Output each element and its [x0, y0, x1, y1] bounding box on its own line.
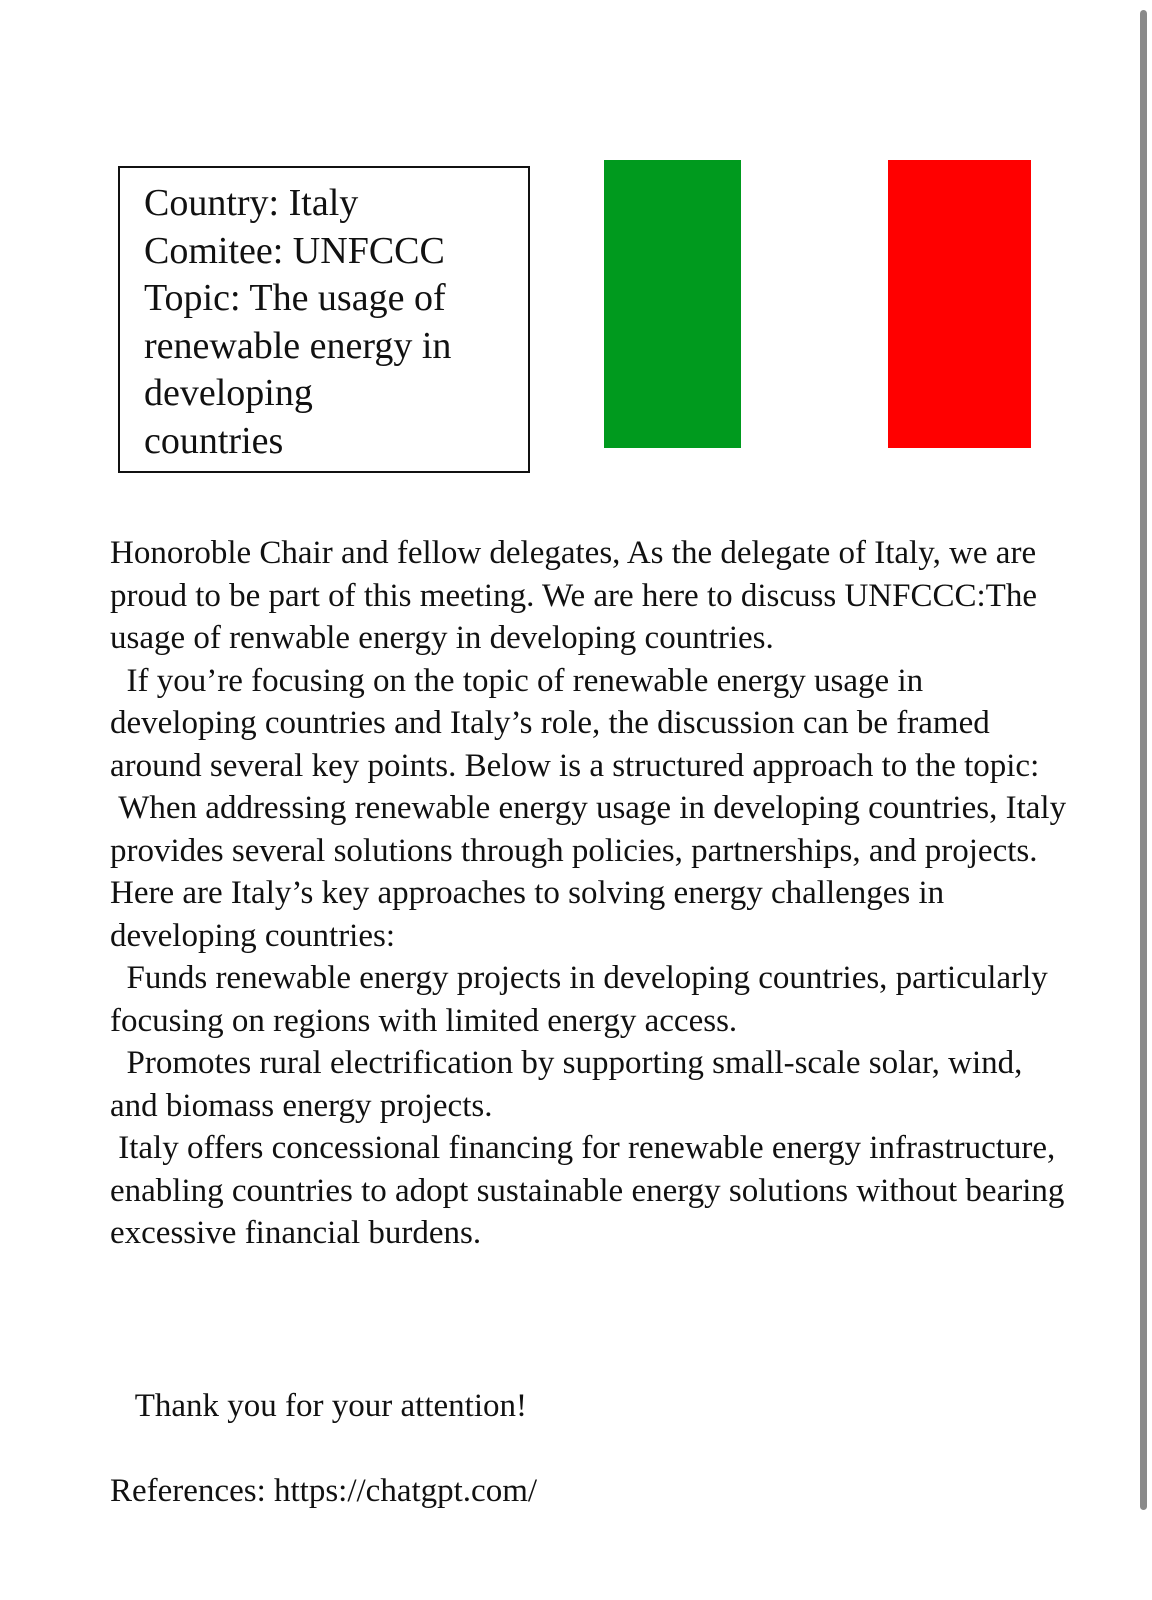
- scrollbar-thumb[interactable]: [1140, 10, 1147, 1510]
- speech-body: [110, 532, 1075, 1255]
- references-line: References: https://chatgpt.com/: [110, 1473, 538, 1509]
- closing-line: Thank you for your attention!: [110, 1388, 527, 1424]
- paragraph-funds: Funds renewable energy projects in developing countries, particularly focusing on regions with limited energy access.: [110, 960, 1057, 1039]
- info-box: [118, 166, 530, 473]
- paragraph-financing: Italy offers concessional financing for renewable energy infrastructure, enabling countries to adopt sustainable energy solutions without bearing excessive financial burdens.: [110, 1130, 1073, 1251]
- info-topic-line-3: developing: [144, 372, 313, 414]
- info-country: Country: Italy: [144, 182, 359, 224]
- info-topic-line-4: countries: [144, 419, 284, 462]
- paragraph-solutions: When addressing renewable energy usage in developing countries, Italy provides several solutions through policies, partnerships, and projects. Here are Italy’s key approaches to solving energy challenges in developing countries:: [110, 790, 1075, 954]
- paragraph-intro: Honoroble Chair and fellow delegates, As the delegate of Italy, we are proud to be part of this meeting. We are here to discuss UNFCCC:The usage of renwable energy in developing countries.: [110, 535, 1046, 656]
- paragraph-focus: If you’re focusing on the topic of renewable energy usage in developing countries and Italy’s role, the discussion can be framed around several key points. Below is a structured approach to the topic:: [110, 662, 1040, 784]
- info-topic-line-1: Topic: The usage of: [144, 277, 446, 319]
- flag-green-stripe: [604, 160, 741, 448]
- flag-red-stripe: [888, 160, 1031, 448]
- info-topic-line-2: renewable energy in: [144, 324, 452, 367]
- info-committee: Comitee: UNFCCC: [144, 229, 445, 272]
- paragraph-rural: Promotes rural electrification by supporting small-scale solar, wind, and biomass energy projects.: [110, 1045, 1031, 1124]
